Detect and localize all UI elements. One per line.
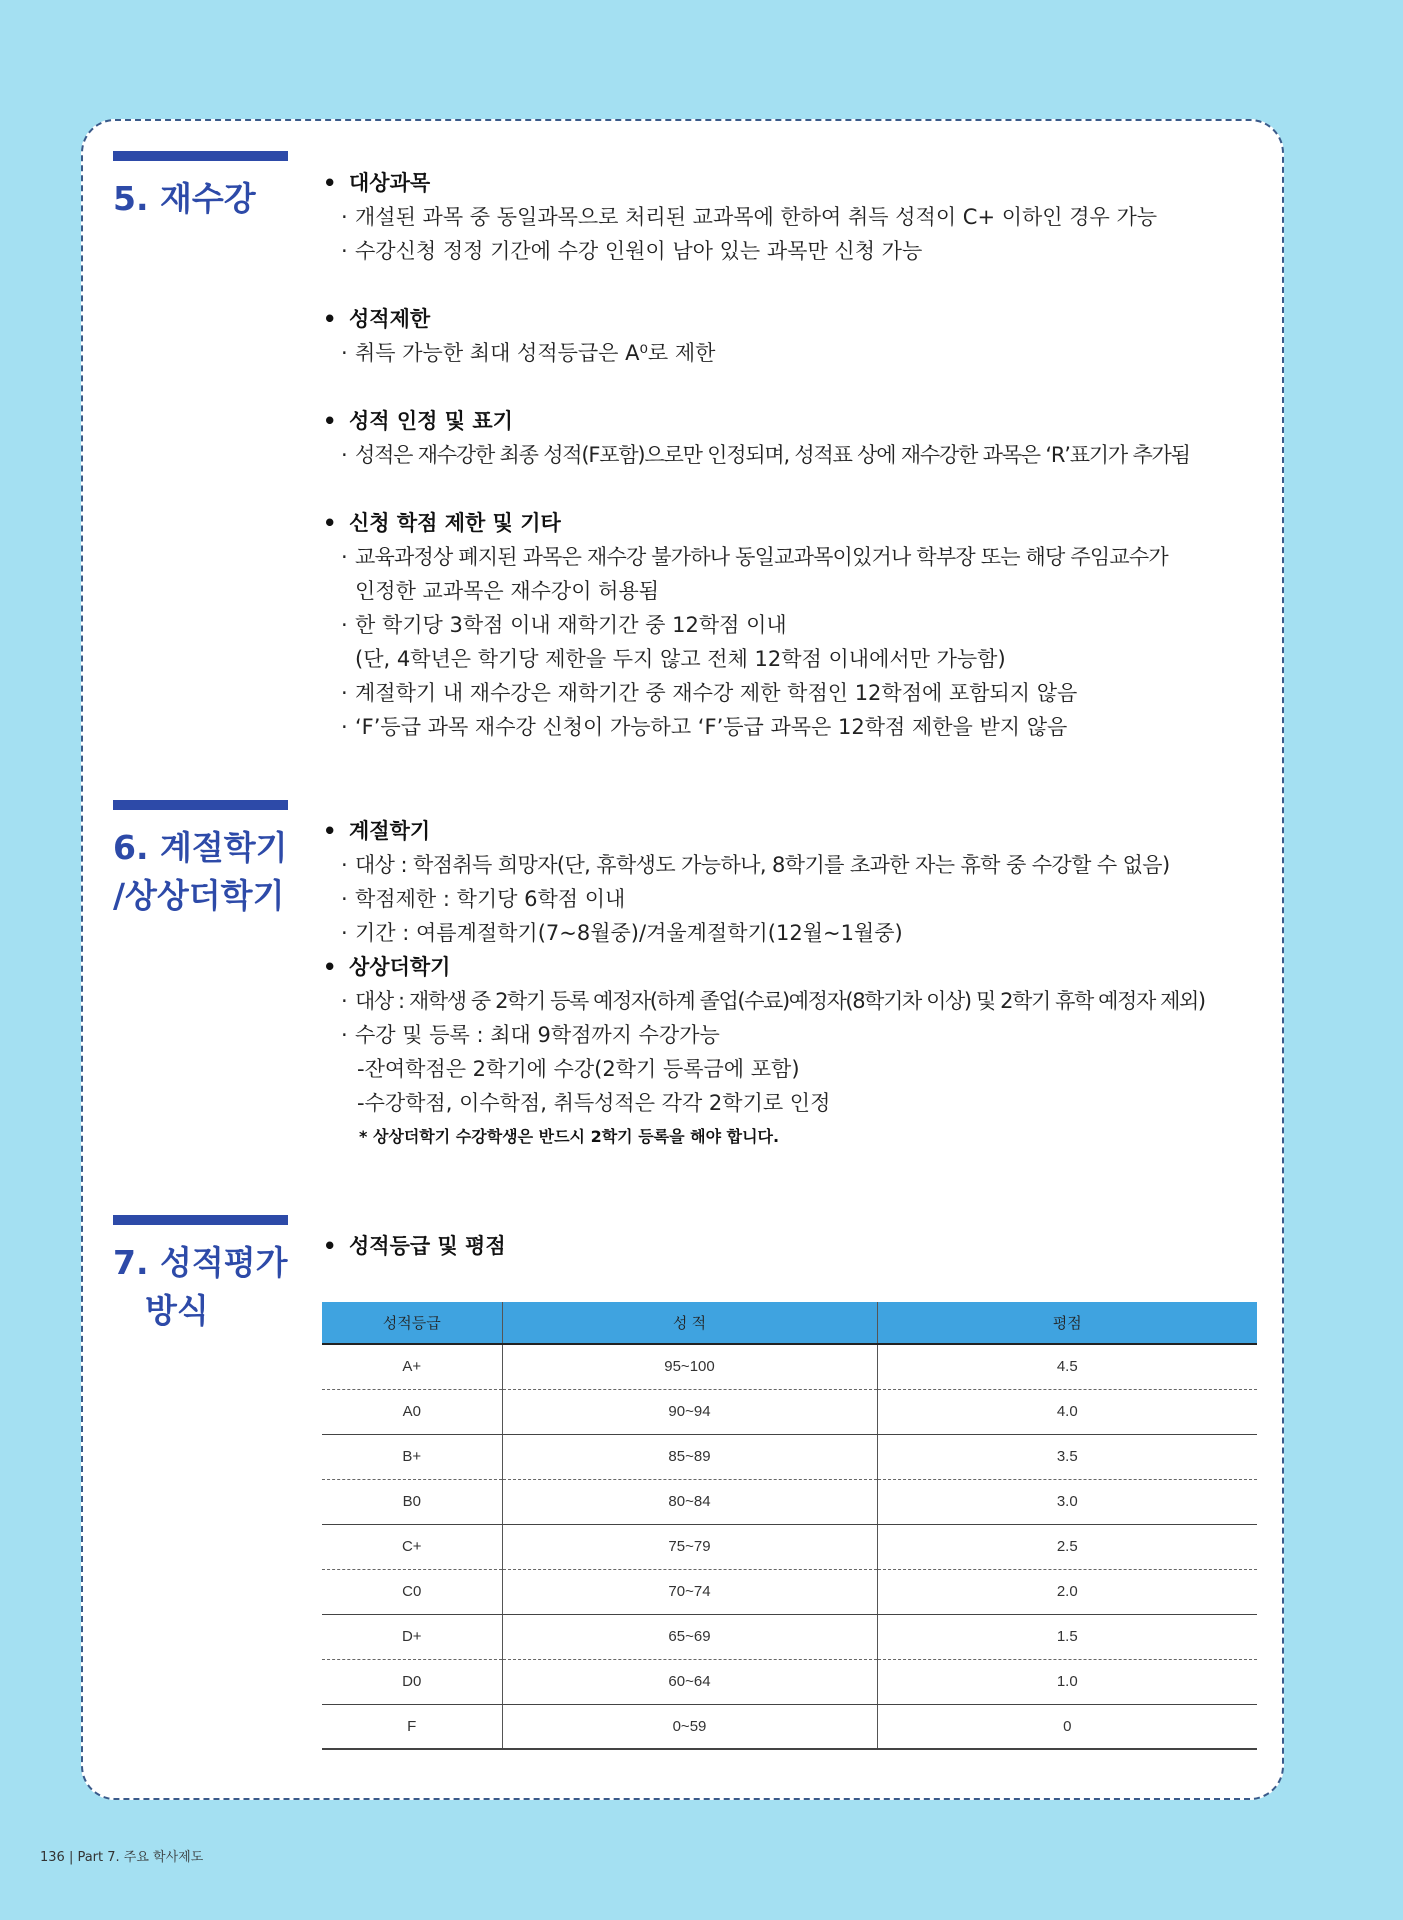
bullet-item: · 성적은 재수강한 최종 성적(F포함)으로만 인정되며, 성적표 상에 재수강한 과목은 ‘R’표기가 추가됨 [341, 443, 1190, 467]
section-content [323, 1229, 1263, 1263]
bullet-heading: • 신청 학점 제한 및 기타 [323, 511, 561, 535]
bullet-item: · 계절학기 내 재수강은 재학기간 중 재수강 제한 학점인 12학점에 포함되지 않음 [341, 681, 1078, 705]
section-bar [113, 1215, 288, 1225]
bullet-heading: • 성적제한 [323, 307, 431, 331]
section-bar [113, 151, 288, 161]
bullet-item-continued: (단, 4학년은 학기당 제한을 두지 않고 전체 12학점 이내에서만 가능함) [355, 647, 1006, 671]
table-row: D+ 65~69 1.5 [322, 1614, 1257, 1659]
section-title: 5. 재수강 [113, 179, 256, 218]
content-card [81, 119, 1284, 1800]
bullet-item: · 한 학기당 3학점 이내 재학기간 중 12학점 이내 [341, 613, 787, 637]
bullet-item: · 대상 : 재학생 중 2학기 등록 예정자(하계 졸업(수료)예정자(8학기차 이상) 및 2학기 휴학 예정자 제외) [341, 989, 1205, 1013]
bullet-heading: • 상상더학기 [323, 955, 451, 979]
bullet-item: · 수강 및 등록 : 최대 9학점까지 수강가능 [341, 1023, 720, 1047]
bullet-item: -잔여학점은 2학기에 수강(2학기 등록금에 포함) [357, 1057, 800, 1081]
bullet-item: · 기간 : 여름계절학기(7~8월중)/겨울계절학기(12월~1월중) [341, 921, 903, 945]
bullet-heading: • 계절학기 [323, 819, 431, 843]
table-row: A0 90~94 4.0 [322, 1389, 1257, 1434]
section-content [323, 814, 1263, 1154]
bullet-item: -수강학점, 이수학점, 취득성적은 각각 2학기로 인정 [357, 1091, 831, 1115]
section-bar [113, 800, 288, 810]
bullet-item: · 교육과정상 폐지된 과목은 재수강 불가하나 동일교과목이있거나 학부장 또는 해당 주임교수가 [341, 545, 1168, 569]
grade-table [322, 1302, 1257, 1750]
table-row: C0 70~74 2.0 [322, 1569, 1257, 1614]
section-title: 7. 성적평가 방식 [113, 1243, 288, 1330]
table-row: C+ 75~79 2.5 [322, 1524, 1257, 1569]
bullet-item: · 대상 : 학점취득 희망자(단, 휴학생도 가능하나, 8학기를 초과한 자는 휴학 중 수강할 수 없음) [341, 853, 1170, 877]
bullet-heading: • 대상과목 [323, 171, 431, 195]
table-row: B+ 85~89 3.5 [322, 1434, 1257, 1479]
bullet-item: · 수강신청 정정 기간에 수강 인원이 남아 있는 과목만 신청 가능 [341, 239, 923, 263]
column-header: 평점 [877, 1302, 1257, 1344]
table-row: F 0~59 0 [322, 1704, 1257, 1749]
table-row: B0 80~84 3.0 [322, 1479, 1257, 1524]
page-footer: 136 | Part 7. 주요 학사제도 [40, 1850, 204, 1865]
section-title: 6. 계절학기 /상상더학기 [113, 828, 288, 915]
table-row: D0 60~64 1.0 [322, 1659, 1257, 1704]
bullet-item: · 취득 가능한 최대 성적등급은 A⁰로 제한 [341, 341, 716, 365]
table-header-row [322, 1302, 1257, 1344]
bullet-item: · ‘F’등급 과목 재수강 신청이 가능하고 ‘F’등급 과목은 12학점 제한을 받지 않음 [341, 715, 1068, 739]
bullet-item: · 개설된 과목 중 동일과목으로 처리된 교과목에 한하여 취득 성적이 C+ 이하인 경우 가능 [341, 205, 1158, 229]
column-header: 성 적 [502, 1302, 877, 1344]
section-content [323, 166, 1263, 744]
bullet-heading: • 성적등급 및 평점 [323, 1234, 506, 1258]
note-text: * 상상더학기 수강학생은 반드시 2학기 등록을 해야 합니다. [359, 1127, 780, 1146]
bullet-item: · 학점제한 : 학기당 6학점 이내 [341, 887, 626, 911]
bullet-item-continued: 인정한 교과목은 재수강이 허용됨 [355, 579, 660, 603]
table-row: A+ 95~100 4.5 [322, 1344, 1257, 1389]
bullet-heading: • 성적 인정 및 표기 [323, 409, 513, 433]
column-header: 성적등급 [322, 1302, 502, 1344]
